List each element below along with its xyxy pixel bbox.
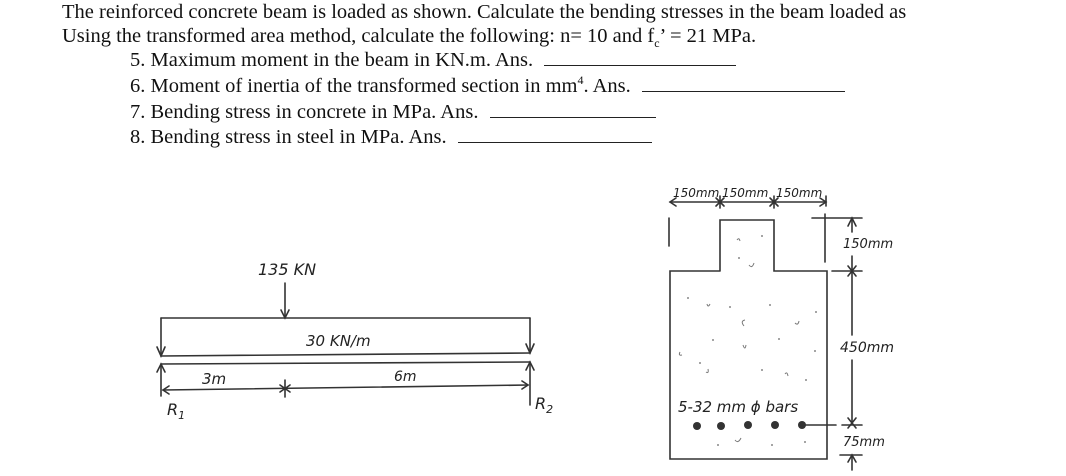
fc-subscript: c [654,36,660,51]
question-number: 6. [130,75,146,97]
rebar-icon [693,422,701,430]
question-text: Bending stress in concrete in MPa. Ans. [150,101,479,123]
rebar-group [693,421,806,430]
distributed-load-label: 30 KN/m [306,332,371,350]
superscript-4: 4 [577,73,584,87]
top-width-label-3: 150mm [776,186,823,200]
reaction-left-label [167,400,185,422]
question-7 [130,102,656,123]
answer-field-6[interactable] [642,77,845,92]
rebar-icon [771,421,779,429]
question-5 [130,50,736,71]
concrete-texture [679,239,799,442]
point-load-label: 135 KN [258,260,317,279]
question-number: 8. [130,126,146,148]
question-text: Moment of inertia of the transformed section in mm [150,75,578,97]
segment-left-label: 3m [202,370,227,388]
intro-line-1: The reinforced concrete beam is loaded as shown. Calculate the bending stresses in the beam loaded as [62,1,907,23]
web-depth-label: 450mm [840,340,894,356]
answer-field-5[interactable] [544,51,736,66]
question-6 [130,73,845,97]
answer-field-7[interactable] [490,103,656,118]
question-number: 7. [130,101,146,123]
reaction-right-sub: 2 [546,403,554,416]
stem-height-label: 150mm [843,237,894,252]
top-width-label-2: 150mm [722,186,769,200]
intro-line-2-text: Using the transformed area method, calculate the following: n= 10 and f [62,25,655,47]
concrete-dots [687,235,817,446]
intro-line-2-tail: ’ = 21 MPa. [659,25,757,47]
question-number: 5. [130,49,146,71]
reaction-left-sub: 1 [178,409,186,422]
answer-field-8[interactable] [458,128,652,143]
rebar-icon [744,421,752,429]
rebar-icon [717,422,725,430]
bars-label: 5-32 mm ϕ bars [678,398,799,416]
reaction-left-letter: R [167,400,179,419]
question-text-tail: . Ans. [583,75,631,97]
cover-label: 75mm [843,435,885,450]
segment-right-label: 6m [394,369,417,385]
question-text: Maximum moment in the beam in KN.m. Ans. [150,49,534,71]
question-8 [130,127,652,148]
reaction-right-label [535,394,553,416]
rebar-icon [798,421,806,429]
reaction-right-letter: R [535,394,547,413]
top-width-label-1: 150mm [673,186,720,200]
question-text: Bending stress in steel in MPa. Ans. [150,126,447,148]
intro-line-2 [62,26,756,49]
